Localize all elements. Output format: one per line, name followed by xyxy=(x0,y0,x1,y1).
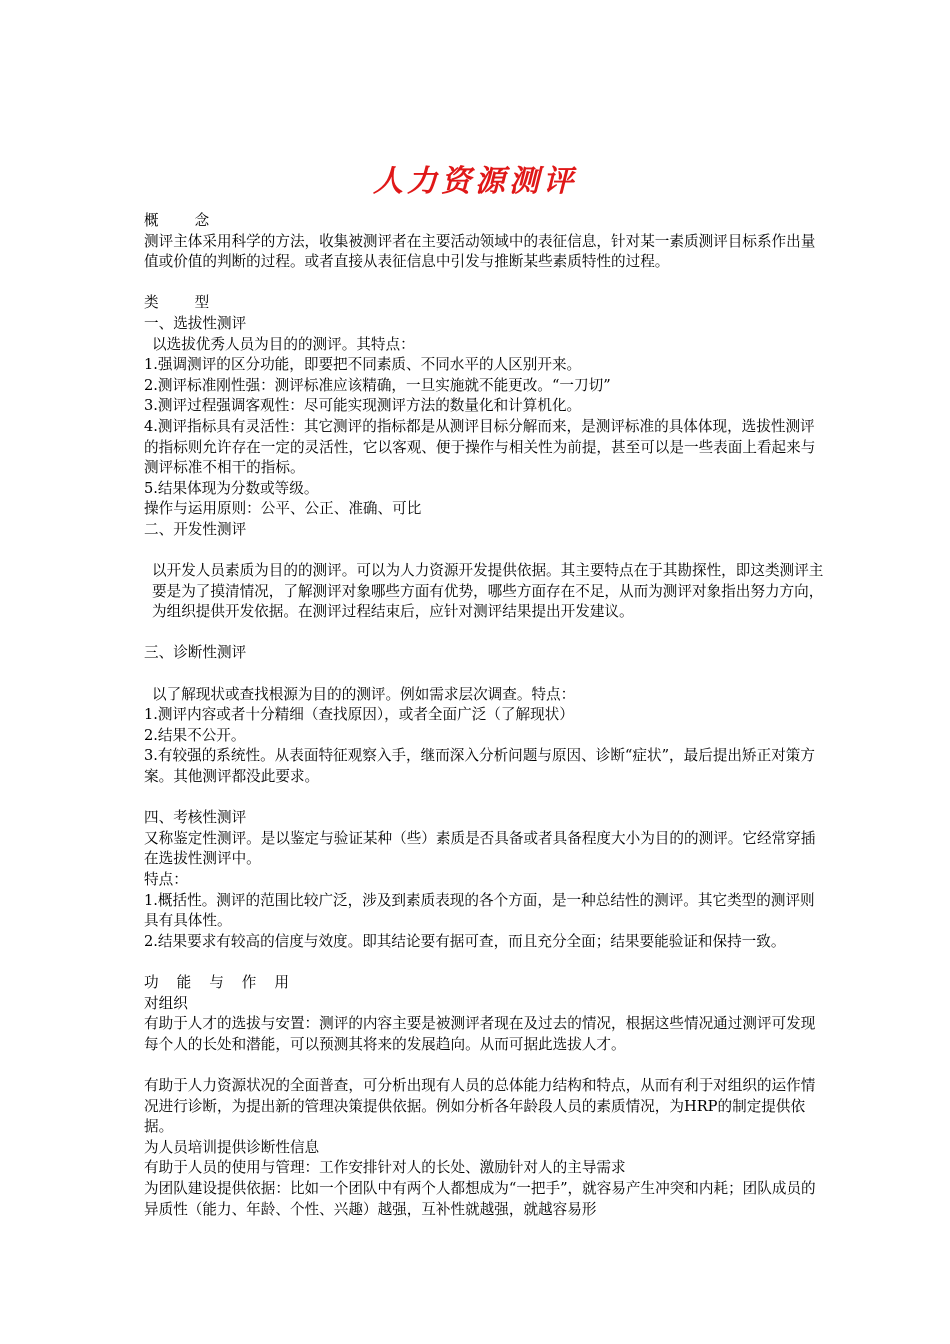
diagnostic-intro: 以了解现状或查找根源为目的的测评。例如需求层次调查。特点： xyxy=(152,685,576,703)
section-heading-types: 类型 xyxy=(144,294,246,312)
list-item: 5.结果体现为分数或等级。 xyxy=(144,479,319,497)
document-body xyxy=(144,211,824,1220)
list-item: 3.有较强的系统性。从表面特征观察入手，继而深入分析问题与原因、诊断“症状”，最后提出矫正对策方案。其他测评都没此要求。 xyxy=(144,747,815,786)
list-item: 4.测评指标具有灵活性：其它测评的指标都是从测评目标分解而来，是测评标准的具体体现，选拔性测评的指标则允许存在一定的灵活性，它以客观、便于操作与相关性为前提，甚至可以是一些表面上看起来与测评标准不相干的指标。 xyxy=(144,417,816,477)
list-item: 2.结果要求有较高的信度与效度。即其结论要有据可查，而且充分全面；结果要能验证和保持一致。 xyxy=(144,932,786,950)
developmental-paragraph: 以开发人员素质为目的的测评。可以为人力资源开发提供依据。其主要特点在于其勘探性，即这类测评主要是为了摸清情况，了解测评对象哪些方面有优势，哪些方面存在不足，从而为测评对象指出努力方向，为组织提供开发依据。在测评过程结束后，应针对测评结果提出开发建议。 xyxy=(152,562,824,621)
selective-principle: 操作与运用原则：公平、公正、准确、可比 xyxy=(144,500,422,518)
spacer xyxy=(144,664,824,685)
functions-paragraph-3: 为人员培训提供诊断性信息 xyxy=(144,1138,320,1156)
spacer xyxy=(144,273,824,294)
functions-org-label: 对组织 xyxy=(144,994,188,1012)
subheading-diagnostic: 三、诊断性测评 xyxy=(144,644,247,662)
assessment-paragraph: 又称鉴定性测评。是以鉴定与验证某种（些）素质是否具备或者具备程度大小为目的的测评。它经常穿插在选拔性测评中。 xyxy=(144,829,816,868)
subheading-developmental: 二、开发性测评 xyxy=(144,520,247,538)
functions-paragraph-1: 有助于人才的选拔与安置：测评的内容主要是被测评者现在及过去的情况，根据这些情况通过测评可发现每个人的长处和潜能，可以预测其将来的发展趋向。从而可据此选拔人才。 xyxy=(144,1015,816,1053)
spacer xyxy=(144,788,824,809)
section-heading-concept: 概念 xyxy=(144,212,246,229)
document-title: 人力资源测评 xyxy=(373,164,577,199)
spacer xyxy=(144,541,824,562)
subheading-selective: 一、选拔性测评 xyxy=(144,314,247,332)
list-item: 3.测评过程强调客观性：尽可能实现测评方法的数量化和计算机化。 xyxy=(144,397,582,415)
spacer xyxy=(144,623,824,644)
list-item: 2.结果不公开。 xyxy=(144,726,246,744)
functions-paragraph-4: 有助于人员的使用与管理：工作安排针对人的长处、激励针对人的主导需求 xyxy=(144,1159,626,1177)
spacer xyxy=(144,952,824,973)
list-item: 1.概括性。测评的范围比较广泛，涉及到素质表现的各个方面，是一种总结性的测评。其它类型的测评则具有具体性。 xyxy=(144,891,815,930)
concept-paragraph: 测评主体采用科学的方法，收集被测评者在主要活动领域中的表征信息，针对某一素质测评目标系作出量值或价值的判断的过程。或者直接从表征信息中引发与推断某些素质特性的过程。 xyxy=(144,232,816,271)
assessment-feature-label: 特点： xyxy=(144,871,188,888)
list-item: 1.强调测评的区分功能，即要把不同素质、不同水平的人区别开来。 xyxy=(144,356,582,374)
list-item: 2.测评标准刚性强：测评标准应该精确，一旦实施就不能更改。“一刀切” xyxy=(144,376,611,394)
selective-intro: 以选拔优秀人员为目的的测评。其特点： xyxy=(152,335,415,353)
subheading-assessment: 四、考核性测评 xyxy=(144,809,247,827)
list-item: 1.测评内容或者十分精细（查找原因），或者全面广泛（了解现状） xyxy=(144,706,574,724)
section-heading-functions: 功能与作用 xyxy=(144,973,307,991)
functions-paragraph-2: 有助于人力资源状况的全面普查，可分析出现有人员的总体能力结构和特点，从而有利于对组织的运作情况进行诊断，为提出新的管理决策提供依据。例如分析各年龄段人员的素质情况，为HRP的制定提供依据。 xyxy=(144,1076,816,1136)
functions-paragraph-5: 为团队建设提供依据：比如一个团队中有两个人都想成为“一把手”，就容易产生冲突和内耗；团队成员的异质性（能力、年龄、个性、兴趣）越强，互补性就越强，就越容易形 xyxy=(144,1179,816,1218)
spacer xyxy=(144,1055,824,1076)
